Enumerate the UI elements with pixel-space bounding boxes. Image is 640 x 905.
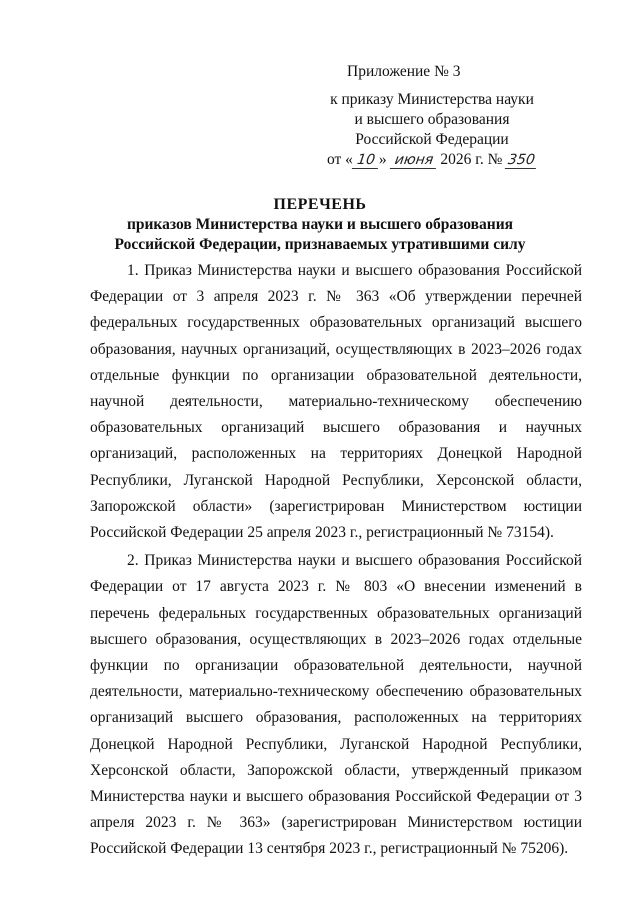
list-item: 2. Приказ Министерства науки и высшего образования Российской Федерации от 17 августа 2023 г. № 803 «О внесении изменений в перечень федеральных государственных образовательных организаций высшего образования, осуществляющих в 2023–2026 годах отдельные функции по организации образовательной деятельности, научной деятельности, материально-техническому обеспечению образовательных организаций высшего образования, расположенных на территориях Донецкой Народной Республики, Луганской Народной Республики, Херсонской области, Запорожской области, утвержденный приказом Министерства науки и высшего образования Российской Федерации от 3 апреля 2023 г. № 363» (зарегистрирован Министерством юстиции Российской Федерации 13 сентября 2023 г., регистрационный № 75206). [90, 552, 582, 858]
document-title [60, 195, 580, 255]
appendix-ref-line-3: Российской Федерации [355, 131, 509, 148]
order-prefix: от « [326, 151, 353, 168]
appendix-ref-line-1: к приказу Министерства науки [330, 91, 534, 108]
handwritten-order-number: 350 [505, 152, 538, 169]
document-body [90, 258, 582, 865]
list-item: 1. Приказ Министерства науки и высшего образования Российской Федерации от 3 апреля 2023 г. № 363 «Об утверждении перечней федеральных государственных образовательных организаций высшего образования, научных организаций, осуществляющих в 2023–2026 годах отдельные функции по организации образовательной деятельности, научной деятельности, материально-техническому обеспечению образовательных организаций высшего образования и научных организаций, расположенных на территориях Донецкой Народной Республики, Луганской Народной Республики, Херсонской области, Запорожской области» (зарегистрирован Министерством юстиции Российской Федерации 25 апреля 2023 г., регистрационный № 73154). [90, 262, 582, 542]
appendix-ref-line-2: и высшего образования [354, 111, 510, 128]
title-sub-line-1: приказов Министерства науки и высшего образования [126, 216, 514, 233]
title-sub-line-2: Российской Федерации, признаваемых утратившими силу [114, 236, 526, 253]
handwritten-day: 10 [352, 152, 380, 169]
order-year: 2026 г. № [440, 151, 503, 168]
order-date-line [282, 150, 582, 170]
handwritten-month: июня [389, 152, 437, 169]
appendix-title: Приложение № 3 [347, 63, 461, 80]
appendix-header [282, 62, 582, 170]
order-quote-close: » [378, 151, 387, 168]
title-main: ПЕРЕЧЕНЬ [273, 196, 367, 213]
